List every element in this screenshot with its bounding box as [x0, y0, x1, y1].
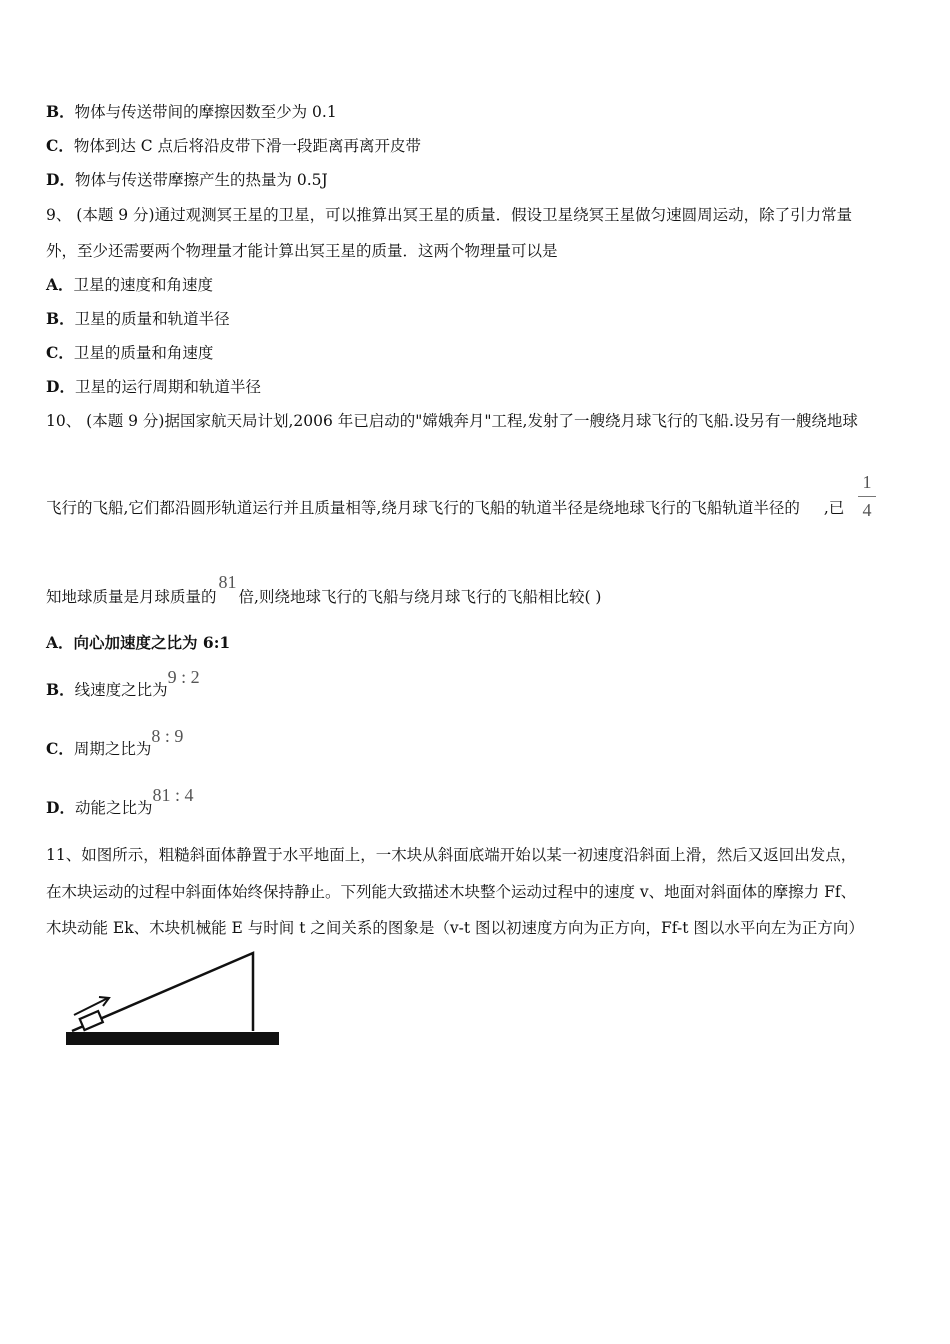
option-text: 周期之比为 [73, 740, 152, 758]
option-label: D． [46, 798, 75, 817]
q9-stem-line1: 9、 (本题 9 分)通过观测冥王星的卫星，可以推算出冥王星的质量．假设卫星绕冥王星做匀速圆周运动，除了引力常量 [46, 206, 853, 224]
fraction-denominator: 4 [862, 500, 872, 520]
option-text: 卫星的运行周期和轨道半径 [74, 378, 261, 396]
option-label: C． [46, 343, 74, 362]
q8-option-c [46, 136, 421, 156]
q10-option-a [46, 633, 230, 653]
q10-option-b [46, 667, 200, 700]
mass-ratio: 81 [218, 572, 237, 592]
option-text: 卫星的速度和角速度 [73, 276, 214, 294]
q10-stem-line1: 10、 (本题 9 分)据国家航天局计划,2006 年已启动的"嫦娥奔月"工程,发射了一艘绕月球飞行的飞船.设另有一艘绕地球 [46, 412, 858, 430]
q10-line3-pre: 知地球质量是月球质量的 [46, 588, 217, 606]
fraction-bar [858, 496, 876, 497]
option-value: 8 : 9 [151, 726, 184, 746]
option-text: 物体与传送带摩擦产生的热量为 0.5J [74, 171, 328, 189]
option-text: 卫星的质量和角速度 [73, 344, 214, 362]
option-label: A． [46, 633, 74, 652]
wooden-block [80, 1011, 103, 1030]
q8-option-d [46, 170, 328, 190]
incline-diagram [60, 945, 290, 1057]
q10-stem-line3 [46, 572, 602, 607]
q10-option-c [46, 726, 184, 759]
option-label: C． [46, 136, 74, 155]
q11-stem-line1: 11、如图所示，粗糙斜面体静置于水平地面上，一木块从斜面底端开始以某一初速度沿斜面上滑，然后又返回出发点， [46, 846, 857, 864]
option-label: C． [46, 739, 74, 758]
q11-stem-line2: 在木块运动的过程中斜面体始终保持静止。下列能大致描述木块整个运动过程中的速度 v、地面对斜面体的摩擦力 Ff、 [46, 883, 857, 901]
q9-option-c [46, 343, 213, 363]
velocity-arrow [74, 998, 108, 1015]
option-label: A． [46, 275, 74, 294]
option-label: B． [46, 680, 75, 699]
option-text: 动能之比为 [74, 799, 153, 817]
ground-surface [66, 1032, 279, 1045]
q8-option-b [46, 102, 337, 122]
option-label: B． [46, 309, 75, 328]
option-text: 物体到达 C 点后将沿皮带下滑一段距离再离开皮带 [73, 137, 422, 155]
q10-option-d [46, 785, 194, 818]
option-label: B． [46, 102, 75, 121]
option-text: 线速度之比为 [74, 681, 168, 699]
option-text: 物体与传送带间的摩擦因数至少为 0.1 [74, 103, 337, 121]
option-text: 卫星的质量和轨道半径 [74, 310, 230, 328]
fraction-numerator: 1 [862, 472, 872, 492]
option-label: D． [46, 377, 75, 396]
option-value: 81 : 4 [152, 785, 194, 805]
q10-line2-end: ,已 [823, 499, 845, 517]
q9-option-d [46, 377, 261, 397]
option-value: 9 : 2 [167, 667, 200, 687]
q9-option-b [46, 309, 230, 329]
q9-stem-line2: 外，至少还需要两个物理量才能计算出冥王星的质量．这两个物理量可以是 [46, 242, 558, 260]
q9-option-a [46, 275, 213, 295]
option-text: 向心加速度之比为 6:1 [73, 633, 231, 652]
option-label: D． [46, 170, 75, 189]
q10-line3-post: 倍,则绕地球飞行的飞船与绕月球飞行的飞船相比较( ) [238, 588, 602, 606]
fraction-one-quarter [856, 472, 878, 521]
q10-line2-text: 飞行的飞船,它们都沿圆形轨道运行并且质量相等,绕月球飞行的飞船的轨道半径是绕地球飞行的飞船轨道半径的 [46, 499, 800, 517]
q11-stem-line3: 木块动能 Ek、木块机械能 E 与时间 t 之间关系的图象是（v-t 图以初速度方向为正方向，Ff-t 图以水平向左为正方向） [46, 919, 864, 937]
q10-stem-line2 [46, 498, 844, 518]
